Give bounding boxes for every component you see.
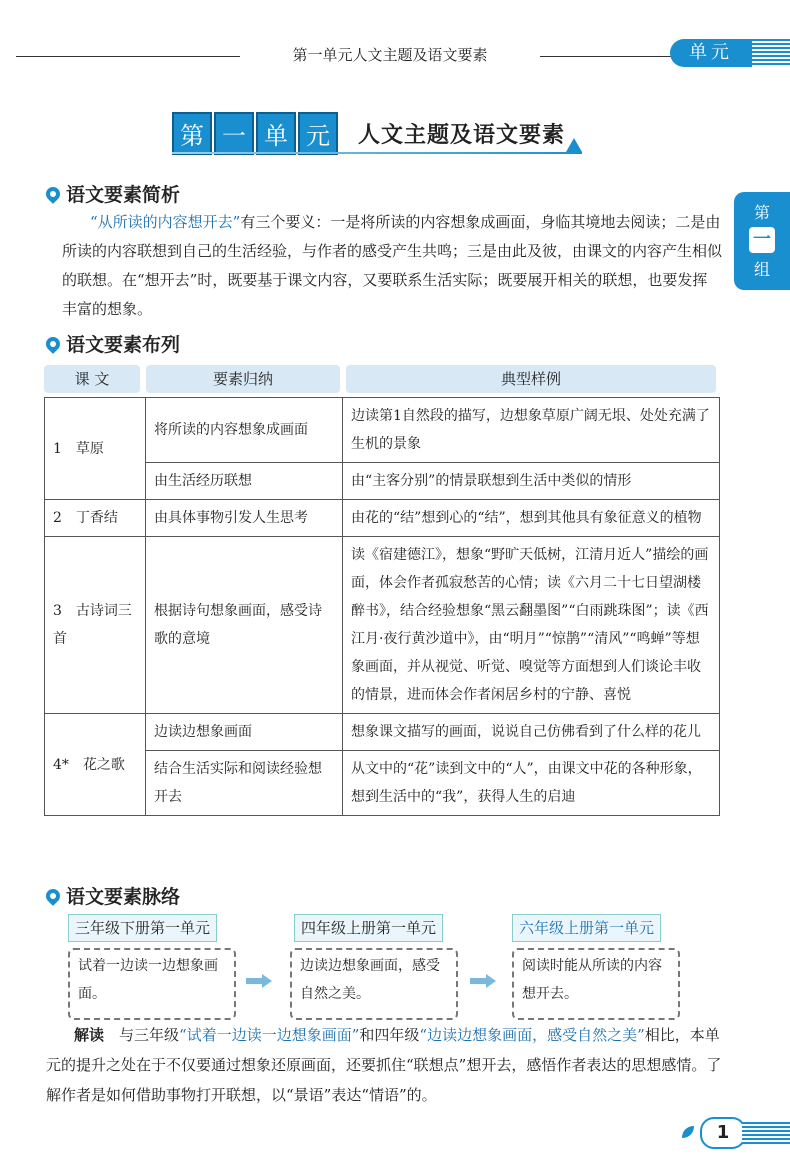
brief-paragraph xyxy=(62,208,722,324)
interpretation-text: 与三年级 xyxy=(119,1026,180,1044)
unit-badge: 单元 xyxy=(670,39,752,67)
lesson-cell: 1 草原 xyxy=(45,398,146,500)
location-pin-icon xyxy=(43,334,63,354)
table-header-lesson: 课 文 xyxy=(44,365,140,393)
side-tab-line3: 组 xyxy=(753,260,770,279)
lineage-box: 阅读时能从所读的内容想开去。 xyxy=(512,948,680,1020)
element-cell: 边读边想象画面 xyxy=(146,714,343,751)
table-row xyxy=(45,398,720,463)
table-row xyxy=(45,714,720,751)
interpretation-highlight: “试着一边读一边想象画面” xyxy=(179,1026,360,1044)
table-row xyxy=(45,463,720,500)
banner-title: 人文主题及语文要素 xyxy=(358,121,566,148)
interpretation-text: 和四年级 xyxy=(359,1026,420,1044)
banner-triangle xyxy=(566,138,582,152)
leaf-icon xyxy=(680,1124,696,1140)
section-heading-lineage xyxy=(46,882,180,909)
element-cell: 由具体事物引发人生思考 xyxy=(146,500,343,537)
footer-stripes xyxy=(742,1122,790,1144)
table-header-element: 要素归纳 xyxy=(146,365,340,393)
header-stripes xyxy=(752,39,790,67)
grade-label: 三年级下册第一单元 xyxy=(68,914,217,942)
brief-text: 有三个要义：一是将所读的内容想象成画面，身临其境地去阅读；二是由所读的内容联想到自己的生活经验，与作者的感受产生共鸣；三是由此及彼，由课文的内容产生相似的联想。在“想开去”时，既要基于课文内容，又要联系生活实际；既要展开相关的联想，也要发挥丰富的想象。 xyxy=(62,213,723,318)
banner-word: 一 xyxy=(214,112,254,155)
lesson-cell: 4* 花之歌 xyxy=(45,714,146,816)
section-title: 语文要素脉络 xyxy=(66,886,181,908)
element-cell: 由生活经历联想 xyxy=(146,463,343,500)
element-table xyxy=(44,397,720,816)
element-cell: 结合生活实际和阅读经验想开去 xyxy=(146,751,343,816)
element-cell: 根据诗句想象画面，感受诗歌的意境 xyxy=(146,537,343,714)
grade-label: 四年级上册第一单元 xyxy=(294,914,443,942)
page-number: 1 xyxy=(700,1117,746,1149)
example-cell: 由花的“结”想到心的“结”，想到其他具有象征意义的植物 xyxy=(343,500,720,537)
side-tab-line2: 一 xyxy=(749,227,775,253)
location-pin-icon xyxy=(43,184,63,204)
interpretation-paragraph xyxy=(46,1020,722,1110)
lesson-cell: 3 古诗词三首 xyxy=(45,537,146,714)
table-row xyxy=(45,537,720,714)
example-cell: 读《宿建德江》，想象“野旷天低树，江清月近人”描绘的画面，体会作者孤寂愁苦的心情；读《六月二十七日望湖楼醉书》，结合经验想象“黑云翻墨图”“白雨跳珠图”；读《西江月·夜行黄沙道中》，由“明月”“惊鹊”“清风”“鸣蝉”等想象画面，并从视觉、听觉、嗅觉等方面想到人们谈论丰收的情景，进而体会作者闲居乡村的宁静、喜悦 xyxy=(343,537,720,714)
running-title: 第一单元人文主题及语文要素 xyxy=(240,44,540,65)
location-pin-icon xyxy=(43,886,63,906)
table-header-example: 典型样例 xyxy=(346,365,716,393)
element-cell: 将所读的内容想象成画面 xyxy=(146,398,343,463)
banner-underline xyxy=(172,152,582,154)
example-cell: 由“主客分别”的情景联想到生活中类似的情形 xyxy=(343,463,720,500)
interpretation-highlight: “边读边想象画面，感受自然之美” xyxy=(419,1026,645,1044)
example-cell: 从文中的“花”读到文中的“人”，由课文中花的各种形象，想到生活中的“我”，获得人生的启迪 xyxy=(343,751,720,816)
lesson-cell: 2 丁香结 xyxy=(45,500,146,537)
brief-highlight: “从所读的内容想开去” xyxy=(90,213,241,231)
table-row xyxy=(45,751,720,816)
lineage-box: 试着一边读一边想象画面。 xyxy=(68,948,236,1020)
example-cell: 边读第1自然段的描写，边想象草原广阔无垠、处处充满了生机的景象 xyxy=(343,398,720,463)
banner-word: 第 xyxy=(172,112,212,155)
arrow-right-icon xyxy=(470,974,496,988)
table-row xyxy=(45,500,720,537)
interpretation-text: 相比，本单元的提升之处在于不仅要通过想象还原画面，还要抓住“联想点”想开去，感悟作者表达的思想感情。了解作者是如何借助事物打开联想，以“景语”表达“情语”的。 xyxy=(46,1026,722,1104)
section-title: 语文要素布列 xyxy=(66,334,181,356)
interpretation-label: 解读 xyxy=(74,1026,105,1044)
banner-word: 元 xyxy=(298,112,338,155)
lineage-box: 边读边想象画面，感受自然之美。 xyxy=(290,948,458,1020)
arrow-right-icon xyxy=(246,974,272,988)
side-tab xyxy=(734,192,790,290)
section-title: 语文要素简析 xyxy=(66,184,181,206)
example-cell: 想象课文描写的画面，说说自己仿佛看到了什么样的花儿 xyxy=(343,714,720,751)
section-heading-brief xyxy=(46,180,180,207)
side-tab-line1: 第 xyxy=(753,203,770,222)
banner-word: 单 xyxy=(256,112,296,155)
section-heading-list xyxy=(46,330,180,357)
grade-label: 六年级上册第一单元 xyxy=(512,914,661,942)
unit-banner xyxy=(172,113,565,153)
